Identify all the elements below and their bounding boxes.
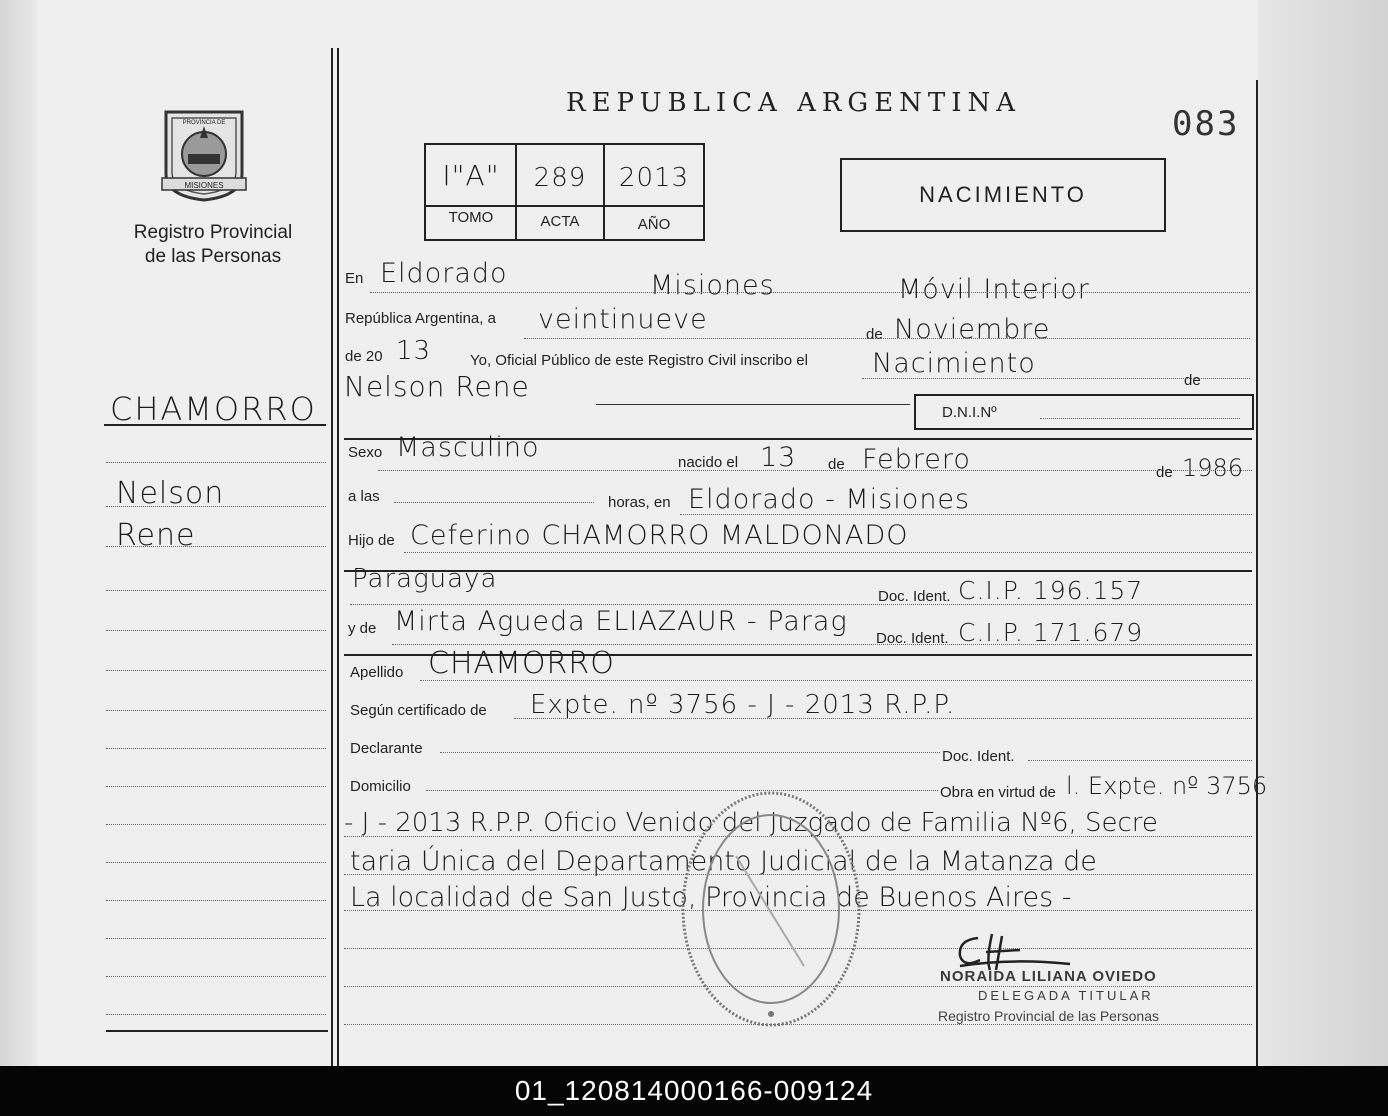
sidebar-dotted-line: [106, 630, 326, 631]
sidebar-dotted-line: [106, 862, 326, 863]
right-border: [1256, 80, 1258, 1066]
sidebar-dotted-line: [106, 462, 326, 463]
value-year: 13: [396, 336, 432, 366]
label-year-prefix: de 20: [345, 348, 383, 365]
form-dotted-line: [350, 604, 1252, 605]
form-dotted-line: [1040, 418, 1240, 419]
acta-value: 289: [533, 163, 587, 193]
sidebar-dotted-line: [106, 670, 326, 671]
sidebar-dotted-line: [106, 786, 326, 787]
form-line: [596, 404, 910, 405]
record-id-box: [424, 143, 705, 241]
form-dotted-line: [1028, 760, 1252, 761]
value-month: Noviembre: [894, 314, 1051, 345]
dni-box: [914, 394, 1254, 430]
label-horas: horas, en: [608, 494, 671, 511]
sidebar-dotted-line: [106, 546, 326, 547]
form-dotted-line: [404, 552, 1252, 553]
label-nacido: nacido el: [678, 454, 739, 471]
province-seal-icon: [158, 104, 250, 202]
form-dotted-line: [420, 680, 1252, 681]
label-doc-ident: Doc. Ident.: [878, 588, 951, 605]
page-number: 083: [1172, 104, 1240, 144]
file-id-caption: 01_120814000166-009124: [0, 1066, 1388, 1116]
label-en: En: [345, 270, 364, 287]
label-domicilio: Domicilio: [350, 778, 411, 795]
sidebar-surname-rule: [104, 424, 326, 426]
label-hijo-de: Hijo de: [348, 532, 395, 549]
form-dotted-line: [378, 470, 1252, 471]
label-de: de: [828, 456, 845, 473]
acta-label: ACTA: [540, 213, 580, 230]
value-birth-year: 1986: [1182, 454, 1244, 482]
value-certificate: Expte. nº 3756 - J - 2013 R.P.P.: [530, 690, 956, 720]
label-dni: D.N.I.Nº: [942, 404, 997, 421]
column-divider: [331, 48, 333, 1066]
label-oficial: Yo, Oficial Público de este Registro Civil inscribo el: [470, 352, 808, 369]
value-mother: Mirta Agueda ELIAZAUR - Parag: [394, 606, 848, 637]
sidebar-dotted-line: [106, 1014, 326, 1015]
value-father: Ceferino CHAMORRO MALDONADO: [410, 520, 909, 551]
sidebar-given-name-2: Rene: [116, 518, 196, 553]
label-de: de: [1156, 464, 1173, 481]
label-apellido: Apellido: [350, 664, 404, 681]
value-event: Nacimiento: [872, 348, 1036, 379]
label-de: de: [866, 326, 883, 343]
value-sexo: Masculino: [396, 432, 540, 463]
registry-name-line1: Registro Provincial: [133, 222, 293, 243]
tomo-label: TOMO: [448, 209, 494, 226]
svg-text:PROVINCIA DE: PROVINCIA DE: [182, 120, 226, 126]
record-type-box: [840, 158, 1166, 232]
value-father-nationality: Paraguaya: [352, 564, 498, 594]
sidebar-dotted-line: [106, 590, 326, 591]
value-apellido: CHAMORRO: [428, 646, 615, 681]
value-birth-day: 13: [760, 442, 797, 473]
value-annotation-line1: - J - 2013 R.P.P. Oficio Venido del Juzgado de Familia Nº6, Secre: [344, 808, 1158, 838]
value-birth-month: Febrero: [862, 444, 971, 475]
column-divider-inner: [337, 48, 339, 1066]
value-day-words: veintinueve: [538, 304, 708, 335]
value-father-doc: C.I.P. 196.157: [958, 576, 1144, 605]
label-sexo: Sexo: [348, 444, 383, 461]
label-segun-certificado: Según certificado de: [350, 702, 487, 719]
value-office: Móvil Interior: [898, 274, 1090, 305]
country-title: REPUBLICA ARGENTINA: [566, 88, 1022, 118]
form-dotted-line: [440, 752, 940, 753]
sidebar-dotted-line: [106, 710, 326, 711]
value-annotation-line3: La localidad de San Justo, Provincia de Buenos Aires -: [350, 882, 1072, 913]
sidebar-dotted-line: [106, 900, 326, 901]
svg-text:MISIONES: MISIONES: [184, 181, 224, 190]
form-dotted-line: [514, 718, 1252, 719]
box-divider: [426, 205, 703, 207]
label-y-de: y de: [348, 620, 377, 637]
value-province: Misiones: [650, 270, 775, 301]
page-edge-left: [0, 0, 38, 1066]
form-dotted-line: [862, 378, 1250, 379]
signatory-name: NORAIDA LILIANA OVIEDO: [940, 968, 1157, 985]
value-obra: l. Expte. nº 3756: [1066, 772, 1268, 800]
anio-label: AÑO: [637, 216, 671, 233]
value-child-name: Nelson Rene: [344, 370, 530, 403]
label-doc-ident: Doc. Ident.: [876, 630, 949, 647]
signatory-office: Registro Provincial de las Personas: [938, 1008, 1159, 1024]
value-mother-doc: C.I.P. 171.679: [958, 618, 1144, 647]
tomo-value: I"A": [442, 159, 500, 192]
record-type: NACIMIENTO: [919, 182, 1087, 207]
label-de: de: [1184, 372, 1201, 389]
value-place: Eldorado: [380, 258, 508, 289]
form-dotted-line: [680, 514, 1252, 515]
sidebar-surname: CHAMORRO: [110, 390, 317, 428]
official-stamp-icon: [676, 786, 866, 1032]
form-dotted-line: [394, 502, 594, 503]
sidebar-dotted-line: [106, 976, 326, 977]
sidebar-dotted-line: [106, 506, 326, 507]
sidebar-dotted-line: [106, 938, 326, 939]
sidebar-bottom-rule: [106, 1030, 328, 1032]
label-obra-en-virtud: Obra en virtud de: [940, 784, 1056, 801]
value-annotation-line2: taria Única del Departamento Judicial de la Matanza de: [350, 846, 1097, 877]
label-declarante: Declarante: [350, 740, 423, 757]
value-birth-place: Eldorado - Misiones: [688, 484, 971, 515]
sidebar-dotted-line: [106, 824, 326, 825]
form-dotted-line: [370, 292, 1250, 293]
sidebar-given-name-1: Nelson: [116, 476, 225, 511]
form-dotted-line: [524, 338, 1250, 339]
label-doc-ident: Doc. Ident.: [942, 748, 1015, 765]
page-edge-right: [1258, 0, 1388, 1066]
form-dotted-line: [392, 644, 1252, 645]
signatory-title: DELEGADA TITULAR: [978, 988, 1154, 1003]
anio-value: 2013: [618, 163, 690, 193]
label-a-las: a las: [348, 488, 380, 505]
label-republica: República Argentina, a: [345, 310, 496, 327]
sidebar-dotted-line: [106, 748, 326, 749]
registry-name-line2: de las Personas: [144, 246, 282, 267]
